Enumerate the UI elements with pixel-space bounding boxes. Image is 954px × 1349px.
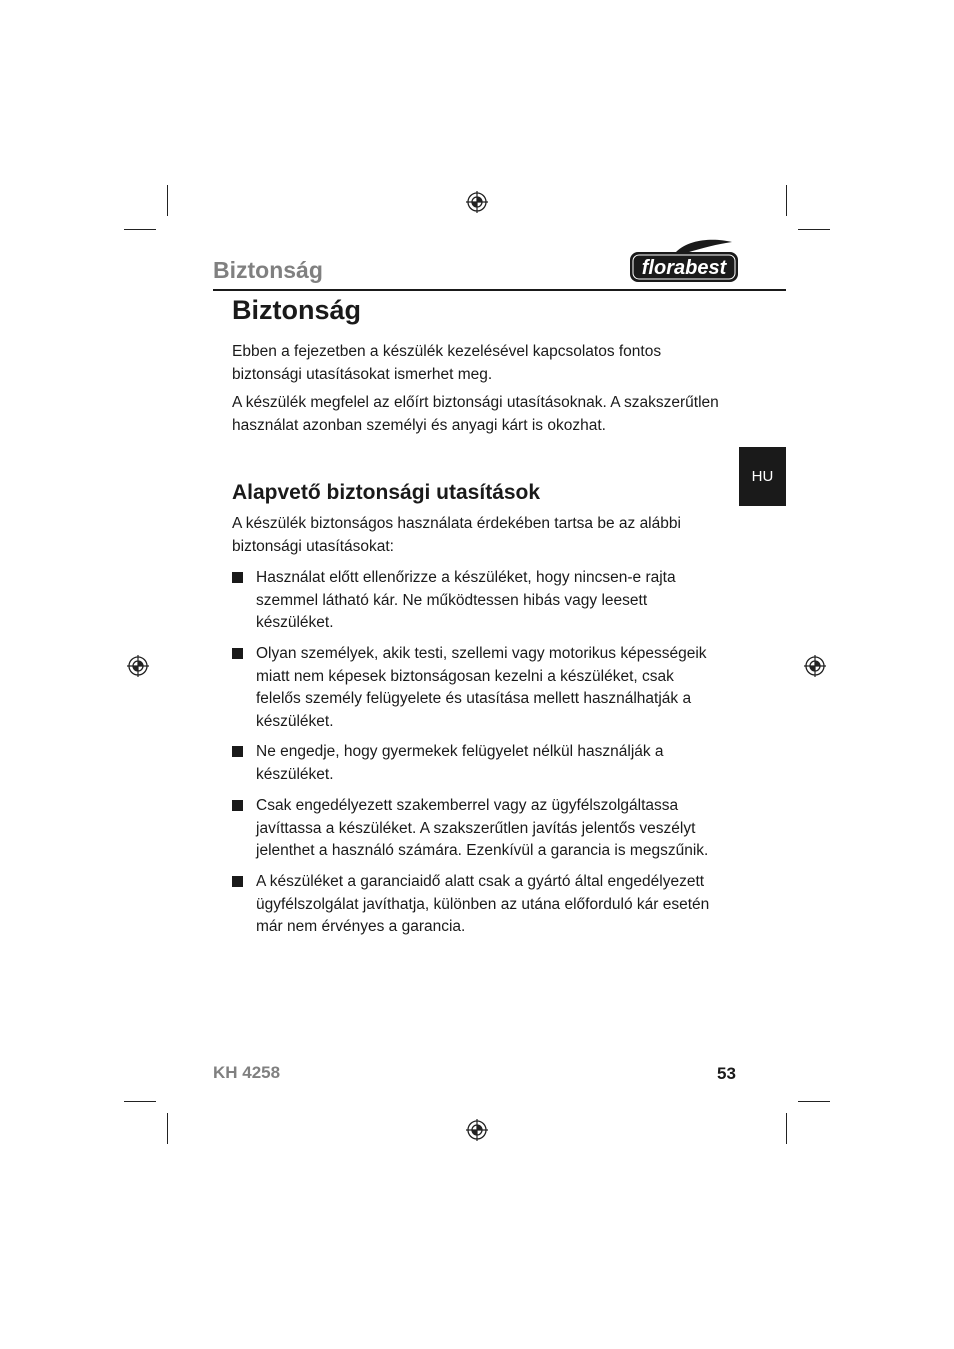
page-title: Biztonság (232, 295, 362, 325)
lead-paragraph: A készülék biztonságos használata érdekében tartsa be az alábbi biztonsági utasításokat: (232, 515, 681, 555)
bullet-square-icon (232, 648, 243, 659)
list-item-text: A készüléket a garanciaidő alatt csak a gyártó által engedélyezett ügyfélszolgálat javíthatja, különben az utána előforduló kár esetén már nem érvényes a garancia. (256, 873, 710, 935)
crop-mark (124, 229, 156, 230)
registration-mark-icon (466, 191, 488, 213)
crop-mark (124, 1101, 156, 1102)
header-rule (213, 289, 786, 291)
crop-mark (786, 185, 787, 216)
list-item-text: Csak engedélyezett szakemberrel vagy az ügyfélszolgáltassa javíttassa a készüléket. A szakszerűtlen javítás jelentős veszélyt jelenthet a használó számára. Ezenkívül a garancia is megszűnik. (256, 797, 709, 859)
crop-mark (167, 185, 168, 216)
crop-mark (167, 1113, 168, 1144)
footer-model-number: KH 4258 (213, 1063, 281, 1082)
list-item (232, 643, 720, 733)
list-item-text: Ne engedje, hogy gyermekek felügyelet nélkül használják a készüléket. (256, 743, 664, 783)
registration-mark-icon (127, 655, 149, 677)
header-section-title: Biztonság (213, 257, 323, 283)
crop-mark (798, 1101, 830, 1102)
florabest-logo (628, 238, 740, 284)
list-item (232, 871, 722, 939)
section-subtitle: Alapvető biztonsági utasítások (232, 481, 541, 504)
bullet-square-icon (232, 800, 243, 811)
crop-mark (798, 229, 830, 230)
bullet-square-icon (232, 746, 243, 757)
intro-paragraph: A készülék megfelel az előírt biztonsági utasításoknak. A szakszerűtlen használat azonban személyi és anyagi kárt is okozhat. (232, 394, 719, 434)
list-item (232, 795, 728, 863)
list-item (232, 567, 690, 635)
intro-paragraph: Ebben a fejezetben a készülék kezelésével kapcsolatos fontos biztonsági utasításokat ismerhet meg. (232, 343, 662, 383)
list-item-text: Használat előtt ellenőrizze a készüléket, hogy nincsen-e rajta szemmel látható kár. Ne működtessen hibás vagy leesett készüléket. (256, 569, 676, 631)
logo-text: florabest (641, 257, 727, 279)
registration-mark-icon (804, 655, 826, 677)
crop-mark (786, 1113, 787, 1144)
list-item (232, 741, 692, 786)
bullet-square-icon (232, 572, 243, 583)
list-item-text: Olyan személyek, akik testi, szellemi vagy motorikus képességeik miatt nem képesek biztonságosan kezelni a készüléket, csak felelős személy felügyelete és utasítása mellett használhatják a készüléket. (256, 645, 707, 730)
language-tab: HU (739, 447, 786, 506)
page-number: 53 (717, 1064, 736, 1083)
bullet-square-icon (232, 876, 243, 887)
registration-mark-icon (466, 1119, 488, 1141)
